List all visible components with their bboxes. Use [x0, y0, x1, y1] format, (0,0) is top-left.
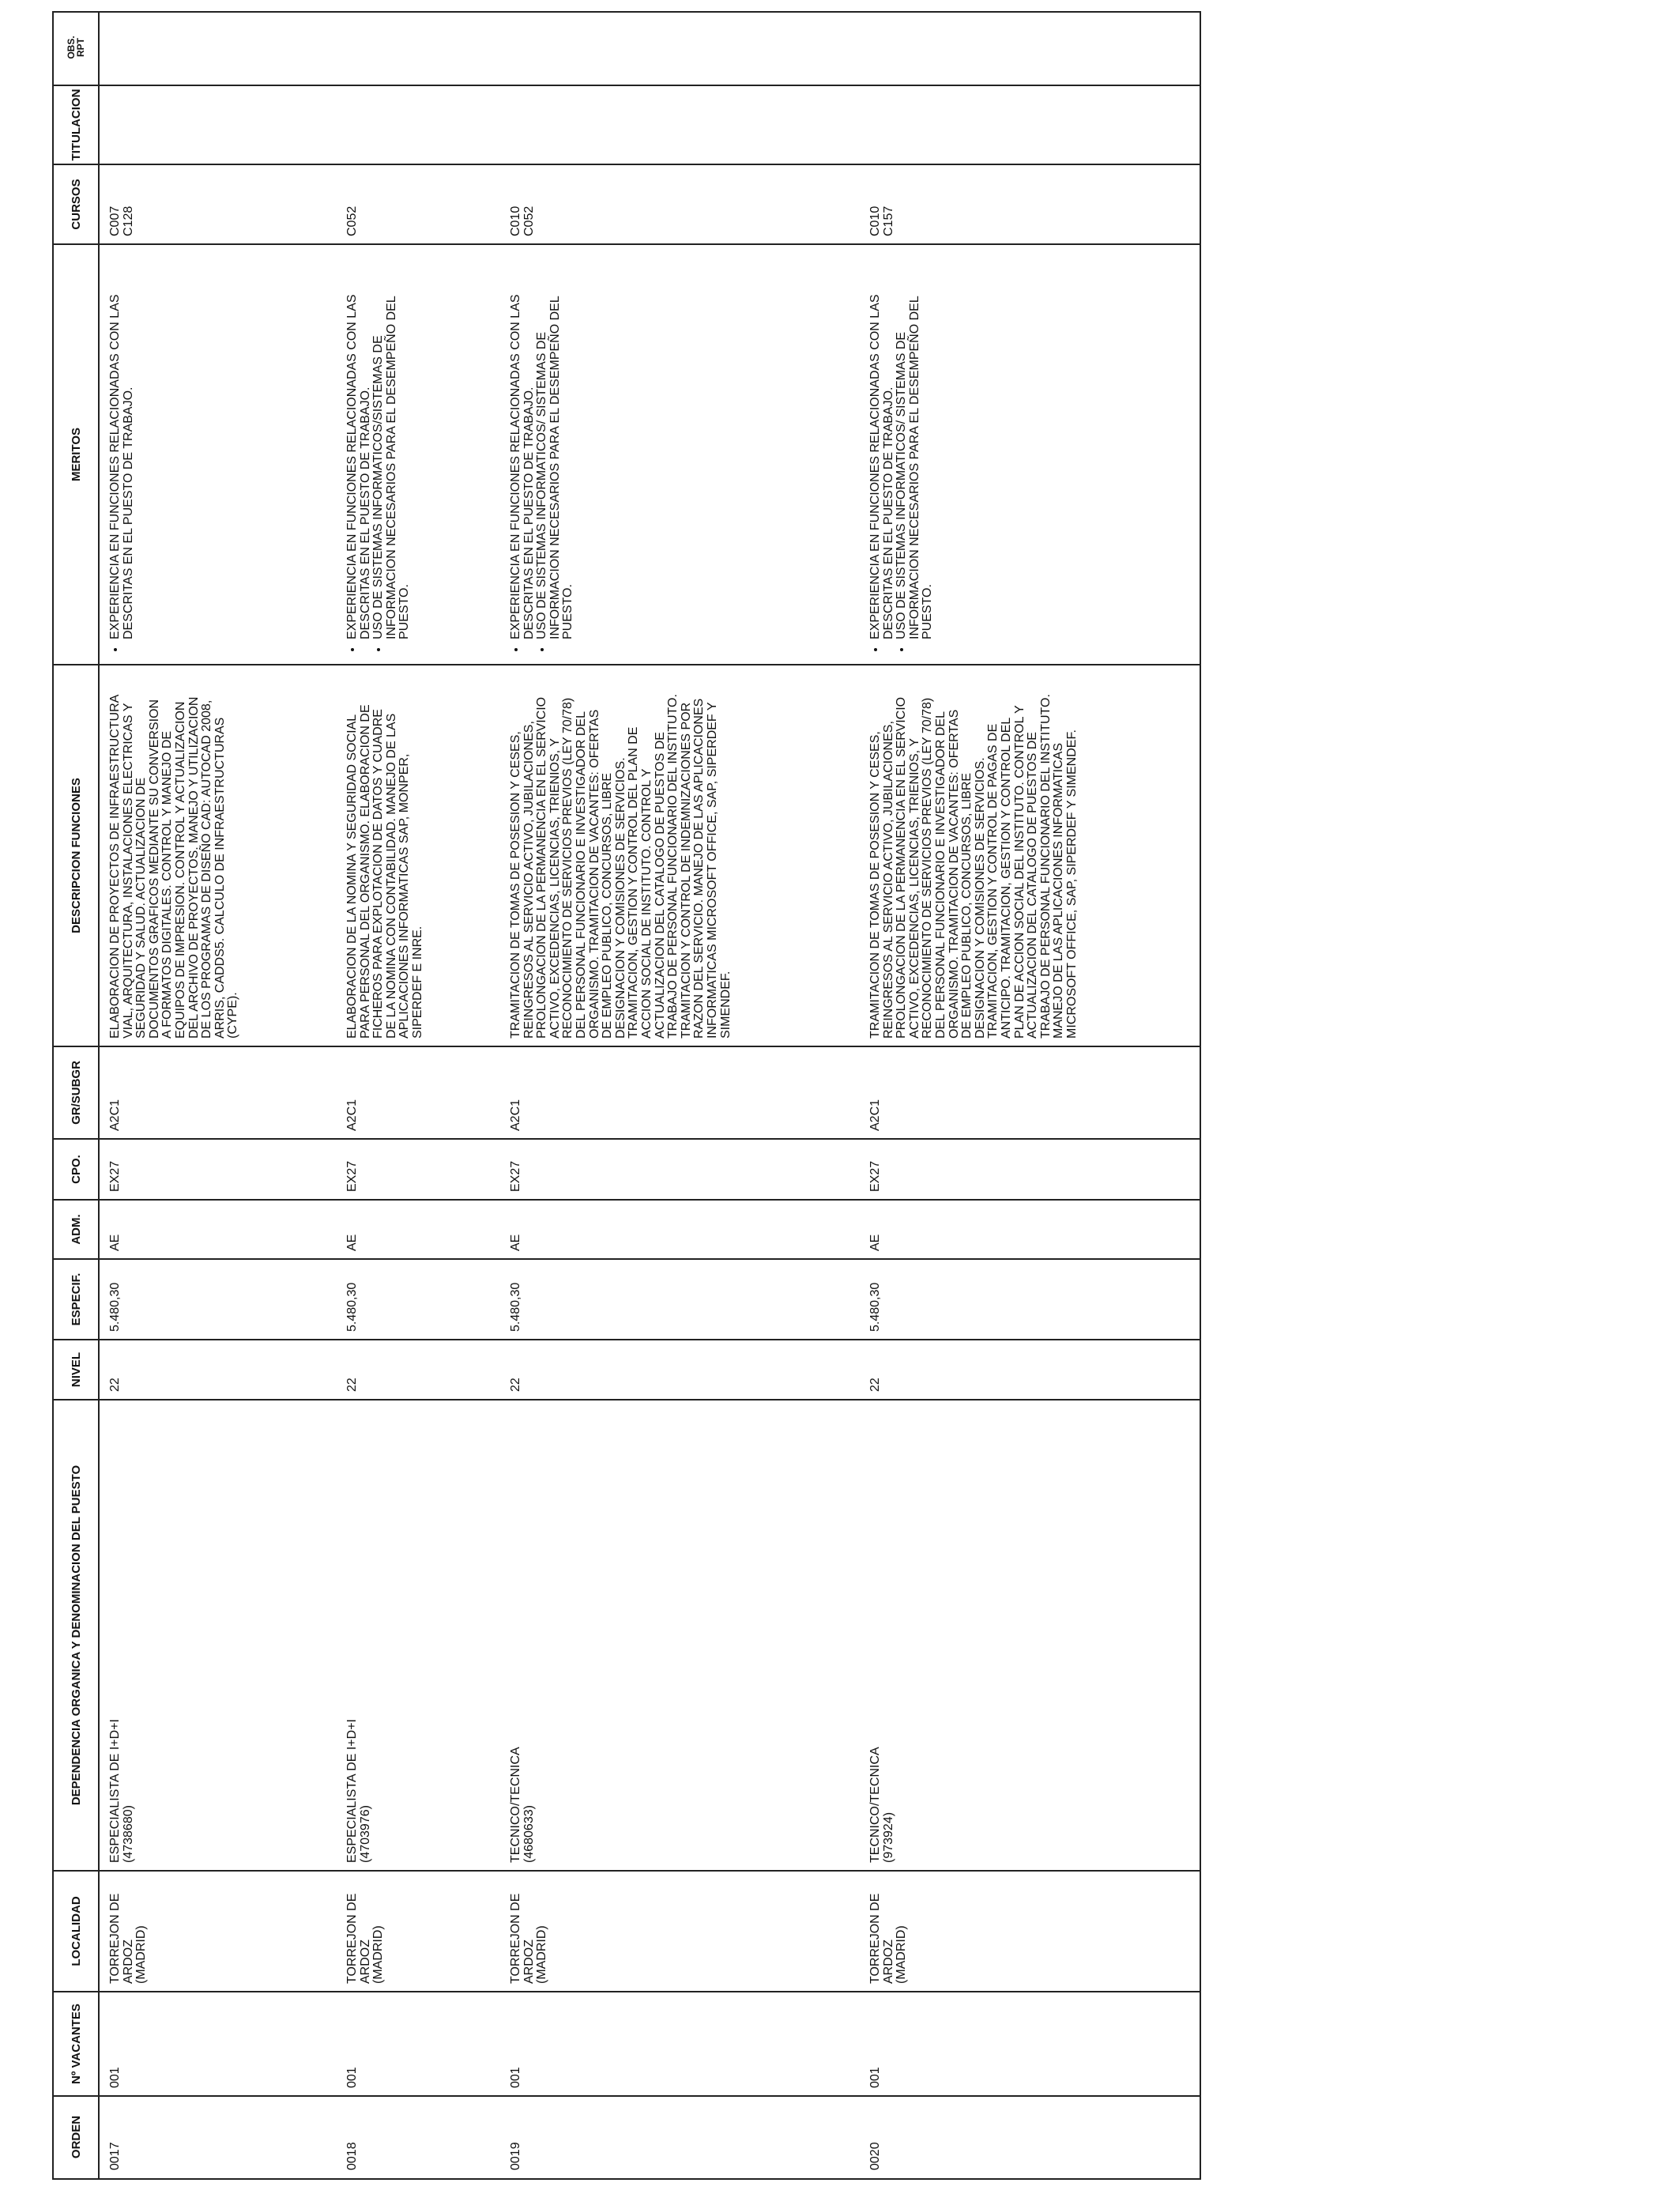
header-dependencia: DEPENDENCIA ORGANICA Y DENOMINACION DEL PUESTO [69, 1465, 83, 1806]
cell-grsubgr: A2C1 [868, 1099, 882, 1131]
cell-grsubgr: A2C1 [509, 1099, 522, 1131]
cell-cpo: EX27 [509, 1160, 522, 1192]
course-code: C007 [108, 205, 122, 236]
cell-descripcion: TRAMITACION DE TOMAS DE POSESION Y CESES, REINGRESOS AL SERVICIO ACTIVO, JUBILACIONES, PROLONGACION DE LA PERMANENCIA EN EL SERVICIO ACTIVO, EXCEDENCIAS, LICENCIAS, TRIENIOS, Y RECONOCIMIENTO DE SERVICIOS PREVIOS (LEY 70/78) DEL PERSONAL FUNCIONARIO E INVESTIGADOR DEL ORGANISMO. TRAMITACION DE VACANTES: OFERTAS DE EMPLEO PUBLICO, CONCURSOS, LIBRE DESIGNACION Y COMISIONES DE SERVICIOS. TRAMITACION, GESTION Y CONTROL DEL PLAN DE ACCION SOCIAL DE INSTITUTO. CONTROL Y ACTUALIZACION DEL CATALOGO DE PUESTOS DE TRABAJO DE PERSONAL FUNCIONARIO DEL INSTITUTO. TRAMITACION Y CONTROL DE INDEMNIZACIONES POR RAZON DEL SERVICIO. MANEJO DE LAS APLICACIONES INFORMATICAS MICROSOFT OFFICE, SAP, SIPERDEF Y SIMENDEF. [509, 694, 733, 1039]
cell-descripcion: TRAMITACION DE TOMAS DE POSESION Y CESES, REINGRESOS AL SERVICIO ACTIVO, JUBILACIONES, PROLONGACION DE LA PERMANENCIA EN EL SERVICIO ACTIVO, EXCEDENCIAS, LICENCIAS, TRIENIOS, Y RECONOCIMIENTO DE SERVICIOS PREVIOS (LEY 70/78) DEL PERSONAL FUNCIONARIO E INVESTIGADOR DEL ORGANISMO. TRAMITACION DE VACANTES: OFERTAS DE EMPLEO PUBLICO, CONCURSOS, LIBRE DESIGNACION Y COMISIONES DE SERVICIOS. TRAMITACION, GESTION Y CONTROL DE PAGAS DE ANTICIPO. TRAMITACION, GESTION Y CONTROL DEL PLAN DE ACCION SOCIAL DEL INSTITUTO. CONTROL Y ACTUALIZACION DEL CATALOGO DE PUESTOS DE TRABAJO DE PERSONAL FUNCIONARIO DEL INSTITUTO. MANEJO DE LAS APLICACIONES INFORMATICAS MICROSOFT OFFICE, SAP, SIPERDEF Y SIMENDEF. [868, 694, 1079, 1039]
cell-localidad: TORREJON DE ARDOZ (MADRID) [509, 1893, 549, 1984]
cell-adm: AE [509, 1234, 522, 1251]
cell-especif: 5.480,30 [509, 1282, 522, 1332]
cell-grsubgr: A2C1 [108, 1099, 122, 1131]
cell-meritos [869, 244, 935, 665]
cell-adm: AE [345, 1234, 359, 1251]
merit-item: • EXPERIENCIA EN FUNCIONES RELACIONADAS CON LAS DESCRITAS EN EL PUESTO DE TRABAJO. [109, 249, 135, 639]
cell-orden: 0019 [509, 2142, 522, 2170]
cell-adm: AE [108, 1234, 122, 1251]
header-adm: ADM. [69, 1214, 83, 1245]
cell-meritos [510, 244, 575, 665]
cell-meritos [109, 244, 135, 665]
cell-localidad: TORREJON DE ARDOZ (MADRID) [868, 1893, 909, 1984]
cell-vacantes: 001 [509, 2067, 522, 2088]
merits-list [346, 249, 412, 657]
column-divider [54, 1339, 1200, 1340]
column-divider [54, 164, 1200, 165]
table-row [346, 13, 510, 2178]
header-obs: OBS. RPT [66, 36, 86, 59]
cell-especif: 5.480,30 [108, 1282, 122, 1332]
cell-cursos [869, 164, 895, 244]
cell-nivel: 22 [345, 1378, 359, 1392]
merit-item: • USO DE SISTEMAS INFORMATICOS/ SISTEMAS DE INFORMACION NECESARIOS PARA EL DESEMPEÑO DEL PUESTO. [536, 249, 575, 639]
header-cpo: CPO. [69, 1155, 83, 1184]
merits-list [869, 249, 935, 657]
merit-item: • EXPERIENCIA EN FUNCIONES RELACIONADAS CON LAS DESCRITAS EN EL PUESTO DE TRABAJO. [869, 249, 895, 639]
cell-localidad: TORREJON DE ARDOZ (MADRID) [108, 1893, 149, 1984]
course-code: C010 [868, 205, 882, 236]
column-divider [54, 664, 1200, 665]
header-especif: ESPECIF. [69, 1272, 83, 1326]
cell-especif: 5.480,30 [345, 1282, 359, 1332]
header-grsubgr: GR/SUBGR [69, 1061, 83, 1125]
cell-cpo: EX27 [868, 1160, 882, 1192]
cell-orden: 0018 [345, 2142, 359, 2170]
cell-adm: AE [868, 1234, 882, 1251]
cell-nivel: 22 [868, 1378, 882, 1392]
column-divider [54, 1199, 1200, 1201]
column-divider [54, 1991, 1200, 1992]
rpt-vacancy-table [52, 11, 1201, 2180]
cell-cursos [346, 164, 360, 244]
cell-descripcion: ELABORACION DE LA NOMINA Y SEGURIDAD SOCIAL PARA PERSONAL DEL ORGANISMO. ELABORACION DE FICHEROS PARA EXPLOTACION DE DATOS Y CUADRE DE LA NOMINA CON CONTABILIDAD. MANEJO DE LAS APLICACIONES INFORMATICAS SAP, MONPER, SIPERDEF E INRE. [345, 704, 424, 1039]
header-cursos: CURSOS [69, 179, 83, 230]
course-code: C052 [345, 205, 359, 236]
header-descripcion: DESCRIPCION FUNCIONES [69, 778, 83, 933]
column-divider [54, 1138, 1200, 1140]
course-code: C052 [522, 205, 536, 236]
merits-list [109, 249, 135, 657]
cell-cpo: EX27 [345, 1160, 359, 1192]
cell-orden: 0020 [868, 2142, 882, 2170]
cell-cursos [510, 164, 536, 244]
course-code: C128 [121, 205, 135, 236]
table-row [869, 13, 1195, 2178]
cell-dependencia: ESPECIALISTA DE I+D+I (4738680) [108, 1719, 135, 1863]
cell-dependencia: ESPECIALISTA DE I+D+I (4703976) [345, 1719, 372, 1863]
cell-vacantes: 001 [345, 2067, 359, 2088]
column-divider [54, 1046, 1200, 1047]
column-divider [54, 1258, 1200, 1260]
column-divider [54, 2095, 1200, 2097]
column-divider [54, 1399, 1200, 1400]
header-vacantes: Nº VACANTES [69, 2004, 83, 2084]
table-header-row [54, 13, 100, 2178]
cell-dependencia: TECNICO/TECNICA (973924) [868, 1747, 895, 1863]
course-code: C010 [509, 205, 522, 236]
cell-nivel: 22 [509, 1378, 522, 1392]
column-divider [54, 1870, 1200, 1872]
cell-descripcion: ELABORACION DE PROYECTOS DE INFRAESTRUCTURA VIAL, ARQUITECTURA, INSTALACIONES ELECTRICAS Y SEGURIDAD Y SALUD. ACTUALIZACION DE DOCUMENTOS GRAFICOS MEDIANTE SU CONVERSION A FORMATOS DIGITALES. CONTROL Y MANEJO DE EQUIPOS DE IMPRESION. CONTROL Y ACTUALIZACION DEL ARCHIVO DE PROYECTOS. MANEJO Y UTILIZACION DE LOS PROGRAMAS DE DISEÑO CAD: AUTOCAD 2008, ARRIS, CADDS5. CALCULO DE INFRAESTRUCTURAS (CYPE). [108, 694, 240, 1039]
cell-orden: 0017 [108, 2142, 122, 2170]
merit-item: • EXPERIENCIA EN FUNCIONES RELACIONADAS CON LAS DESCRITAS EN EL PUESTO DE TRABAJO. [510, 249, 536, 639]
merit-item: • EXPERIENCIA EN FUNCIONES RELACIONADAS CON LAS DESCRITAS EN EL PUESTO DE TRABAJO. [346, 249, 372, 639]
header-titulacion: TITULACION [69, 89, 83, 161]
cell-cpo: EX27 [108, 1160, 122, 1192]
cell-cursos [109, 164, 135, 244]
cell-vacantes: 001 [108, 2067, 122, 2088]
cell-dependencia: TECNICO/TECNICA (4680633) [509, 1747, 536, 1863]
header-meritos: MERITOS [69, 427, 83, 482]
cell-meritos [346, 244, 412, 665]
course-code: C157 [881, 205, 895, 236]
header-orden: ORDEN [69, 2115, 83, 2159]
header-nivel: NIVEL [69, 1351, 83, 1388]
cell-grsubgr: A2C1 [345, 1099, 359, 1131]
header-localidad: LOCALIDAD [69, 1896, 83, 1966]
table-row [109, 13, 346, 2178]
cell-localidad: TORREJON DE ARDOZ (MADRID) [345, 1893, 386, 1984]
column-divider [54, 243, 1200, 245]
cell-especif: 5.480,30 [868, 1282, 882, 1332]
cell-vacantes: 001 [868, 2067, 882, 2088]
merit-item: • USO DE SISTEMAS INFORMATICOS/ SISTEMAS DE INFORMACION NECESARIOS PARA EL DESEMPEÑO DEL PUESTO. [895, 249, 935, 639]
merit-item: • USO DE SISTEMAS INFORMATICOS/SISTEMAS DE INFORMACION NECESARIOS PARA EL DESEMPEÑO DEL PUESTO. [372, 249, 412, 639]
column-divider [54, 85, 1200, 86]
cell-nivel: 22 [108, 1378, 122, 1392]
table-row [510, 13, 869, 2178]
merits-list [510, 249, 575, 657]
